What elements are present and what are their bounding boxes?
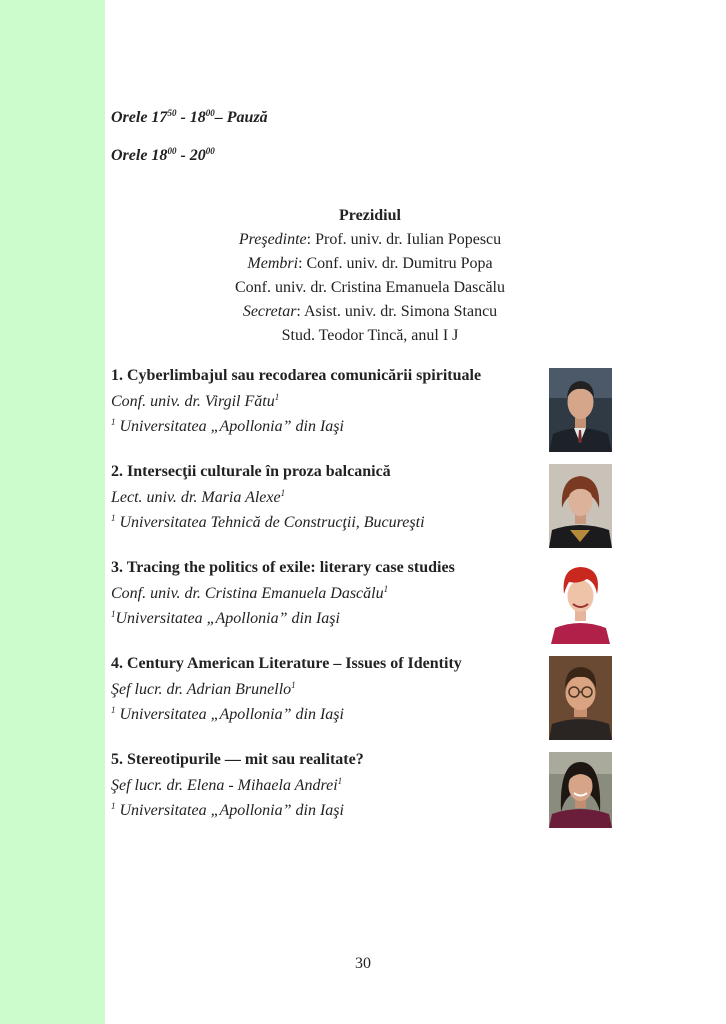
speaker-photo-2 — [549, 464, 612, 548]
talk-title: 3. Tracing the politics of exile: literary case studies — [111, 559, 455, 576]
talk-author: Conf. univ. dr. Cristina Emanuela Dascălu$^1$ — [111, 584, 389, 602]
talk-5 — [111, 749, 541, 821]
presidium-title: Prezidiul — [339, 207, 401, 224]
talk-title: 1. Cyberlimbajul sau recodarea comunicării spirituale — [111, 367, 482, 384]
talk-affiliation: $^1$Universitatea „Apollonia” din Iaşi — [111, 609, 340, 627]
page-number: 30 — [355, 955, 371, 972]
talk-affiliation: $^1$ Universitatea „Apollonia” din Iaşi — [111, 705, 344, 723]
talk-3 — [111, 557, 541, 629]
talk-title: 2. Intersecţii culturale în proza balcanică — [111, 463, 391, 480]
talk-affiliation: $^1$ Universitatea „Apollonia” din Iaşi — [111, 417, 344, 435]
speaker-photo-3 — [549, 560, 612, 644]
speaker-photo-5 — [549, 752, 612, 836]
talk-2 — [111, 461, 541, 533]
talk-4 — [111, 653, 541, 725]
session-time-line: Orele $18^{00} - 20^{00}$ — [111, 146, 215, 164]
talk-author: Conf. univ. dr. Virgil Fătu$^1$ — [111, 392, 280, 410]
secretary-line-second: Stud. Teodor Tincă, anul I J — [281, 327, 459, 344]
talk-author: Şef lucr. dr. Adrian Brunello$^1$ — [111, 680, 296, 698]
break-time-line: Orele $17^{50} - 18^{00}-$ Pauză — [111, 108, 268, 126]
talk-1 — [111, 365, 541, 437]
speaker-photo-1 — [549, 368, 612, 452]
talk-title: 4. Century American Literature – Issues of Identity — [111, 655, 462, 672]
presidium-block — [160, 204, 580, 348]
members-line: Membri: Conf. univ. dr. Dumitru Popa — [247, 255, 493, 272]
president-line: Preşedinte: Prof. univ. dr. Iulian Popescu — [238, 231, 502, 248]
speaker-photo-4 — [549, 656, 612, 740]
members-line-second: Conf. univ. dr. Cristina Emanuela Dascălu — [234, 279, 505, 296]
talk-author: Lect. univ. dr. Maria Alexe$^1$ — [111, 488, 286, 506]
secretary-line: Secretar: Asist. univ. dr. Simona Stancu — [242, 303, 498, 320]
talk-author: Şef lucr. dr. Elena - Mihaela Andrei$^1$ — [111, 776, 343, 794]
talk-affiliation: $^1$ Universitatea Tehnică de Construcţii, Bucureşti — [111, 513, 425, 531]
talk-affiliation: $^1$ Universitatea „Apollonia” din Iaşi — [111, 801, 344, 819]
talk-title: 5. Stereotipurile — mit sau realitate? — [111, 751, 364, 768]
side-band — [0, 0, 105, 1024]
